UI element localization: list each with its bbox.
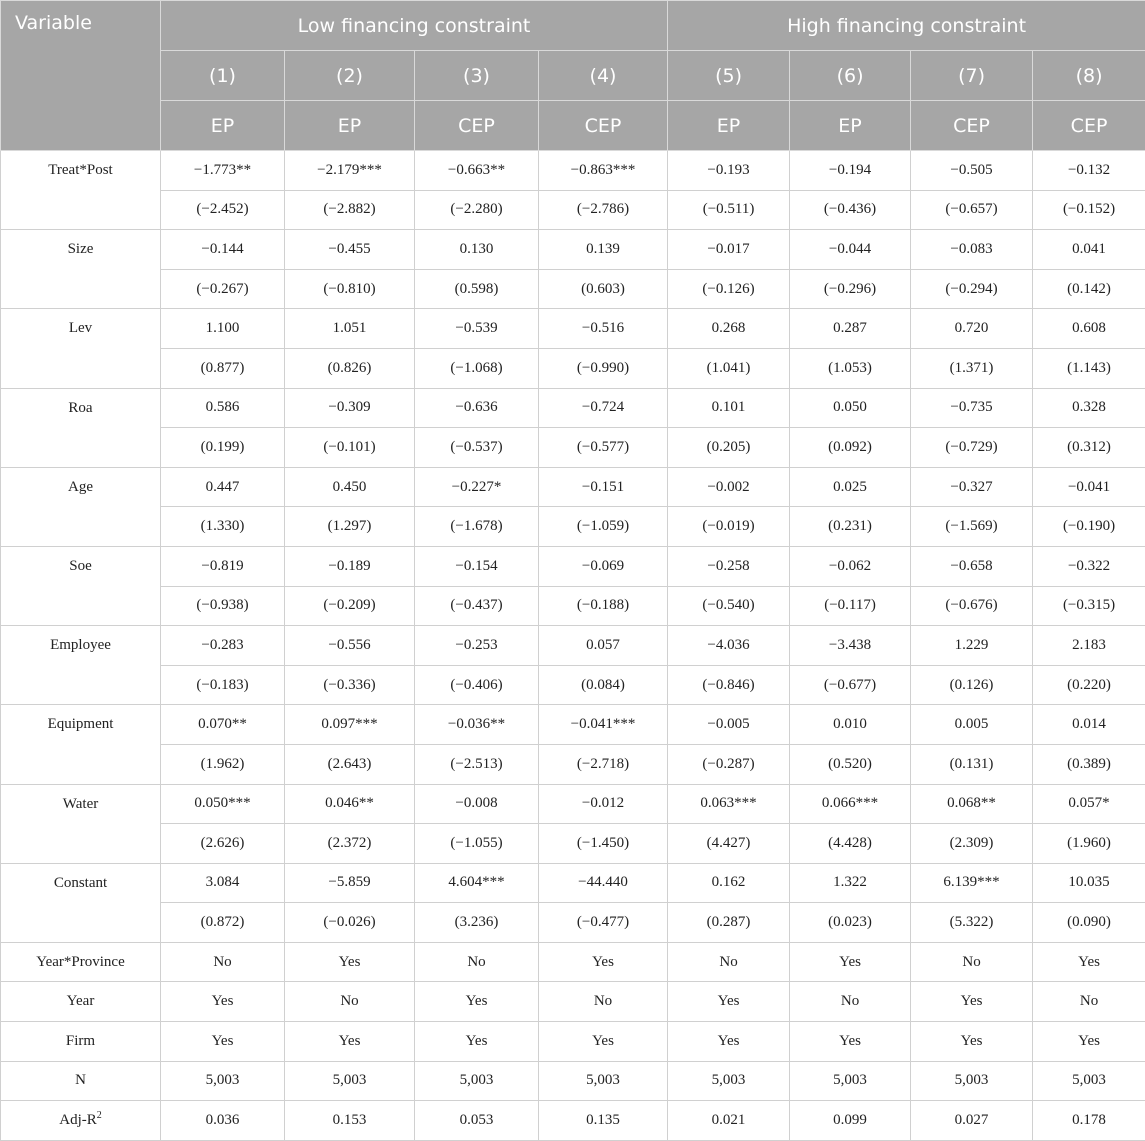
variable-label: Constant [1, 863, 161, 942]
coefficient-cell: 0.097*** [285, 705, 415, 745]
coefficient-cell: −0.005 [668, 705, 790, 745]
coefficient-cell: 0.057 [539, 626, 668, 666]
coefficient-cell: 0.010 [790, 705, 911, 745]
dependent-variable: CEP [1033, 101, 1145, 151]
t-stat-cell: (0.826) [285, 348, 415, 388]
coefficient-cell: −0.041 [1033, 467, 1145, 507]
coefficient-cell: −0.253 [415, 626, 539, 666]
t-stat-cell: (0.231) [790, 507, 911, 547]
coefficient-cell: 0.447 [161, 467, 285, 507]
t-stat-cell: (0.131) [911, 744, 1033, 784]
coefficient-cell: −0.636 [415, 388, 539, 428]
coefficient-cell: 0.720 [911, 309, 1033, 349]
summary-cell: No [415, 942, 539, 982]
t-stat-cell: (−1.068) [415, 348, 539, 388]
t-stat-cell: (0.220) [1033, 665, 1145, 705]
table-row [1, 1101, 1145, 1141]
table-row [1, 665, 1145, 705]
coefficient-cell: 1.051 [285, 309, 415, 349]
group-header-high: High financing constraint [668, 1, 1145, 51]
t-stat-cell: (0.598) [415, 269, 539, 309]
t-stat-cell: (−0.436) [790, 190, 911, 230]
t-stat-cell: (−2.452) [161, 190, 285, 230]
t-stat-cell: (−0.019) [668, 507, 790, 547]
coefficient-cell: −0.539 [415, 309, 539, 349]
t-stat-cell: (−0.406) [415, 665, 539, 705]
coefficient-cell: 0.101 [668, 388, 790, 428]
table-row [1, 1022, 1145, 1062]
t-stat-cell: (−1.059) [539, 507, 668, 547]
table-row [1, 546, 1145, 586]
table-row [1, 151, 1145, 191]
t-stat-cell: (−0.437) [415, 586, 539, 626]
table-row [1, 230, 1145, 270]
coefficient-cell: −0.735 [911, 388, 1033, 428]
t-stat-cell: (3.236) [415, 903, 539, 943]
summary-label: Year [1, 982, 161, 1022]
summary-cell: 5,003 [285, 1061, 415, 1101]
coefficient-cell: 0.025 [790, 467, 911, 507]
adj-r2-cell: 0.099 [790, 1101, 911, 1141]
summary-cell: Yes [1033, 1022, 1145, 1062]
summary-label: Firm [1, 1022, 161, 1062]
coefficient-cell: −0.309 [285, 388, 415, 428]
summary-cell: Yes [539, 1022, 668, 1062]
t-stat-cell: (−1.055) [415, 824, 539, 864]
coefficient-cell: −0.863*** [539, 151, 668, 191]
coefficient-cell: −0.724 [539, 388, 668, 428]
coefficient-cell: 0.162 [668, 863, 790, 903]
t-stat-cell: (2.372) [285, 824, 415, 864]
coefficient-cell: 0.057* [1033, 784, 1145, 824]
t-stat-cell: (−0.267) [161, 269, 285, 309]
t-stat-cell: (0.312) [1033, 428, 1145, 468]
t-stat-cell: (0.126) [911, 665, 1033, 705]
coefficient-cell: −0.505 [911, 151, 1033, 191]
t-stat-cell: (0.084) [539, 665, 668, 705]
variable-label: Lev [1, 309, 161, 388]
table-row [1, 269, 1145, 309]
table-row [1, 309, 1145, 349]
t-stat-cell: (1.041) [668, 348, 790, 388]
coefficient-cell: −4.036 [668, 626, 790, 666]
table-row [1, 784, 1145, 824]
summary-cell: 5,003 [539, 1061, 668, 1101]
coefficient-cell: 2.183 [1033, 626, 1145, 666]
t-stat-cell: (1.960) [1033, 824, 1145, 864]
table-row [1, 1061, 1145, 1101]
t-stat-cell: (0.023) [790, 903, 911, 943]
summary-cell: Yes [161, 1022, 285, 1062]
coefficient-cell: 0.070** [161, 705, 285, 745]
summary-cell: No [668, 942, 790, 982]
coefficient-cell: 0.268 [668, 309, 790, 349]
coefficient-cell: 0.586 [161, 388, 285, 428]
summary-cell: Yes [790, 942, 911, 982]
t-stat-cell: (−0.511) [668, 190, 790, 230]
summary-cell: No [539, 982, 668, 1022]
t-stat-cell: (0.877) [161, 348, 285, 388]
t-stat-cell: (2.309) [911, 824, 1033, 864]
dependent-variable: EP [790, 101, 911, 151]
t-stat-cell: (−0.577) [539, 428, 668, 468]
coefficient-cell: −0.193 [668, 151, 790, 191]
t-stat-cell: (−0.026) [285, 903, 415, 943]
summary-cell: Yes [285, 942, 415, 982]
table-row [1, 744, 1145, 784]
table-row [1, 982, 1145, 1022]
variable-label: Age [1, 467, 161, 546]
adj-r2-cell: 0.053 [415, 1101, 539, 1141]
table-row [1, 467, 1145, 507]
table-row [1, 903, 1145, 943]
t-stat-cell: (1.053) [790, 348, 911, 388]
variable-label: Treat*Post [1, 151, 161, 230]
t-stat-cell: (−0.676) [911, 586, 1033, 626]
adj-r2-cell: 0.036 [161, 1101, 285, 1141]
t-stat-cell: (−0.117) [790, 586, 911, 626]
coefficient-cell: −0.327 [911, 467, 1033, 507]
summary-cell: 5,003 [415, 1061, 539, 1101]
coefficient-cell: −1.773** [161, 151, 285, 191]
t-stat-cell: (−0.183) [161, 665, 285, 705]
t-stat-cell: (0.142) [1033, 269, 1145, 309]
t-stat-cell: (4.427) [668, 824, 790, 864]
variable-label: Water [1, 784, 161, 863]
column-number: (7) [911, 51, 1033, 101]
t-stat-cell: (−0.188) [539, 586, 668, 626]
coefficient-cell: 4.604*** [415, 863, 539, 903]
adj-r2-cell: 0.153 [285, 1101, 415, 1141]
t-stat-cell: (−0.126) [668, 269, 790, 309]
summary-cell: 5,003 [161, 1061, 285, 1101]
coefficient-cell: −0.151 [539, 467, 668, 507]
variable-label: Soe [1, 546, 161, 625]
variable-label: Equipment [1, 705, 161, 784]
t-stat-cell: (−0.846) [668, 665, 790, 705]
coefficient-cell: −0.283 [161, 626, 285, 666]
coefficient-cell: −0.008 [415, 784, 539, 824]
table-row [1, 428, 1145, 468]
table-row [1, 190, 1145, 230]
t-stat-cell: (1.143) [1033, 348, 1145, 388]
coefficient-cell: 0.050 [790, 388, 911, 428]
t-stat-cell: (−0.101) [285, 428, 415, 468]
coefficient-cell: 0.287 [790, 309, 911, 349]
adj-r2-label-text: Adj-R [59, 1112, 97, 1128]
coefficient-cell: 0.139 [539, 230, 668, 270]
table-row [1, 507, 1145, 547]
coefficient-cell: −0.036** [415, 705, 539, 745]
column-number: (4) [539, 51, 668, 101]
coefficient-cell: 3.084 [161, 863, 285, 903]
coefficient-cell: −0.017 [668, 230, 790, 270]
summary-cell: No [790, 982, 911, 1022]
coefficient-cell: −0.069 [539, 546, 668, 586]
coefficient-cell: −0.455 [285, 230, 415, 270]
summary-cell: Yes [285, 1022, 415, 1062]
coefficient-cell: −0.012 [539, 784, 668, 824]
summary-cell: 5,003 [668, 1061, 790, 1101]
coefficient-cell: −0.002 [668, 467, 790, 507]
coefficient-cell: −0.258 [668, 546, 790, 586]
group-header-low: Low financing constraint [161, 1, 668, 51]
t-stat-cell: (−0.677) [790, 665, 911, 705]
t-stat-cell: (−1.450) [539, 824, 668, 864]
column-number: (3) [415, 51, 539, 101]
column-number: (8) [1033, 51, 1145, 101]
summary-cell: Yes [161, 982, 285, 1022]
dependent-variable: EP [161, 101, 285, 151]
column-number: (6) [790, 51, 911, 101]
dependent-variable: CEP [415, 101, 539, 151]
t-stat-cell: (−0.296) [790, 269, 911, 309]
coefficient-cell: −0.041*** [539, 705, 668, 745]
t-stat-cell: (5.322) [911, 903, 1033, 943]
coefficient-cell: −0.062 [790, 546, 911, 586]
coefficient-cell: −0.658 [911, 546, 1033, 586]
t-stat-cell: (0.205) [668, 428, 790, 468]
summary-cell: Yes [668, 982, 790, 1022]
t-stat-cell: (−1.678) [415, 507, 539, 547]
t-stat-cell: (−0.209) [285, 586, 415, 626]
summary-cell: 5,003 [1033, 1061, 1145, 1101]
coefficient-cell: 0.328 [1033, 388, 1145, 428]
adj-r2-superscript: 2 [97, 1110, 102, 1121]
summary-cell: No [911, 942, 1033, 982]
summary-cell: Yes [790, 1022, 911, 1062]
coefficient-cell: −0.227* [415, 467, 539, 507]
t-stat-cell: (−1.569) [911, 507, 1033, 547]
t-stat-cell: (−0.190) [1033, 507, 1145, 547]
table-row [1, 863, 1145, 903]
coefficient-cell: −3.438 [790, 626, 911, 666]
coefficient-cell: −0.154 [415, 546, 539, 586]
t-stat-cell: (−0.477) [539, 903, 668, 943]
t-stat-cell: (−0.990) [539, 348, 668, 388]
t-stat-cell: (−0.287) [668, 744, 790, 784]
t-stat-cell: (−0.938) [161, 586, 285, 626]
table-row [1, 705, 1145, 745]
table-row [1, 348, 1145, 388]
coefficient-cell: −44.440 [539, 863, 668, 903]
t-stat-cell: (−2.280) [415, 190, 539, 230]
t-stat-cell: (−2.786) [539, 190, 668, 230]
t-stat-cell: (2.626) [161, 824, 285, 864]
coefficient-cell: 0.041 [1033, 230, 1145, 270]
t-stat-cell: (1.330) [161, 507, 285, 547]
coefficient-cell: 0.046** [285, 784, 415, 824]
coefficient-cell: 0.063*** [668, 784, 790, 824]
coefficient-cell: 1.229 [911, 626, 1033, 666]
t-stat-cell: (4.428) [790, 824, 911, 864]
t-stat-cell: (0.287) [668, 903, 790, 943]
t-stat-cell: (0.199) [161, 428, 285, 468]
table-row [1, 824, 1145, 864]
column-number-row [1, 51, 1145, 101]
column-number: (1) [161, 51, 285, 101]
t-stat-cell: (2.643) [285, 744, 415, 784]
summary-label: Year*Province [1, 942, 161, 982]
summary-cell: Yes [1033, 942, 1145, 982]
variable-label: Employee [1, 626, 161, 705]
coefficient-cell: 0.005 [911, 705, 1033, 745]
column-number: (2) [285, 51, 415, 101]
summary-cell: No [285, 982, 415, 1022]
t-stat-cell: (1.962) [161, 744, 285, 784]
t-stat-cell: (−0.729) [911, 428, 1033, 468]
coefficient-cell: −0.194 [790, 151, 911, 191]
t-stat-cell: (0.872) [161, 903, 285, 943]
t-stat-cell: (−2.882) [285, 190, 415, 230]
t-stat-cell: (−0.152) [1033, 190, 1145, 230]
t-stat-cell: (−0.336) [285, 665, 415, 705]
coefficient-cell: −0.044 [790, 230, 911, 270]
column-number: (5) [668, 51, 790, 101]
variable-label: Roa [1, 388, 161, 467]
summary-cell: No [161, 942, 285, 982]
coefficient-cell: −2.179*** [285, 151, 415, 191]
summary-cell: Yes [415, 982, 539, 1022]
table-row [1, 942, 1145, 982]
t-stat-cell: (0.520) [790, 744, 911, 784]
t-stat-cell: (0.090) [1033, 903, 1145, 943]
adj-r2-cell: 0.027 [911, 1101, 1033, 1141]
adj-r2-cell: 0.135 [539, 1101, 668, 1141]
t-stat-cell: (0.389) [1033, 744, 1145, 784]
summary-label: N [1, 1061, 161, 1101]
t-stat-cell: (0.092) [790, 428, 911, 468]
adj-r2-cell: 0.021 [668, 1101, 790, 1141]
variable-label: Size [1, 230, 161, 309]
summary-cell: Yes [415, 1022, 539, 1062]
t-stat-cell: (1.297) [285, 507, 415, 547]
summary-cell: Yes [668, 1022, 790, 1062]
t-stat-cell: (−0.540) [668, 586, 790, 626]
coefficient-cell: 0.050*** [161, 784, 285, 824]
t-stat-cell: (−0.657) [911, 190, 1033, 230]
t-stat-cell: (−2.513) [415, 744, 539, 784]
coefficient-cell: −0.132 [1033, 151, 1145, 191]
coefficient-cell: −0.516 [539, 309, 668, 349]
dependent-variable: EP [285, 101, 415, 151]
coefficient-cell: 0.068** [911, 784, 1033, 824]
coefficient-cell: 1.100 [161, 309, 285, 349]
table-row [1, 626, 1145, 666]
table-row [1, 388, 1145, 428]
coefficient-cell: −5.859 [285, 863, 415, 903]
coefficient-cell: −0.663** [415, 151, 539, 191]
t-stat-cell: (−0.315) [1033, 586, 1145, 626]
summary-cell: 5,003 [790, 1061, 911, 1101]
table-row [1, 586, 1145, 626]
t-stat-cell: (−0.537) [415, 428, 539, 468]
dependent-variable: CEP [911, 101, 1033, 151]
coefficient-cell: 0.130 [415, 230, 539, 270]
coefficient-cell: 6.139*** [911, 863, 1033, 903]
variable-header: Variable [1, 1, 161, 151]
table-header [1, 1, 1145, 151]
coefficient-cell: −0.144 [161, 230, 285, 270]
summary-cell: No [1033, 982, 1145, 1022]
coefficient-cell: −0.819 [161, 546, 285, 586]
coefficient-cell: 10.035 [1033, 863, 1145, 903]
summary-cell: Yes [539, 942, 668, 982]
adj-r2-cell: 0.178 [1033, 1101, 1145, 1141]
coefficient-cell: 0.450 [285, 467, 415, 507]
t-stat-cell: (−0.810) [285, 269, 415, 309]
summary-cell: Yes [911, 1022, 1033, 1062]
coefficient-cell: −0.189 [285, 546, 415, 586]
coefficient-cell: 1.322 [790, 863, 911, 903]
dependent-variable: CEP [539, 101, 668, 151]
coefficient-cell: −0.556 [285, 626, 415, 666]
t-stat-cell: (−2.718) [539, 744, 668, 784]
coefficient-cell: 0.608 [1033, 309, 1145, 349]
coefficient-cell: −0.322 [1033, 546, 1145, 586]
t-stat-cell: (0.603) [539, 269, 668, 309]
adj-r2-label [1, 1101, 161, 1141]
table-body [1, 151, 1145, 1141]
coefficient-cell: 0.014 [1033, 705, 1145, 745]
summary-cell: Yes [911, 982, 1033, 1022]
summary-cell: 5,003 [911, 1061, 1033, 1101]
coefficient-cell: 0.066*** [790, 784, 911, 824]
dependent-variable: EP [668, 101, 790, 151]
dependent-variable-row [1, 101, 1145, 151]
t-stat-cell: (1.371) [911, 348, 1033, 388]
coefficient-cell: −0.083 [911, 230, 1033, 270]
t-stat-cell: (−0.294) [911, 269, 1033, 309]
